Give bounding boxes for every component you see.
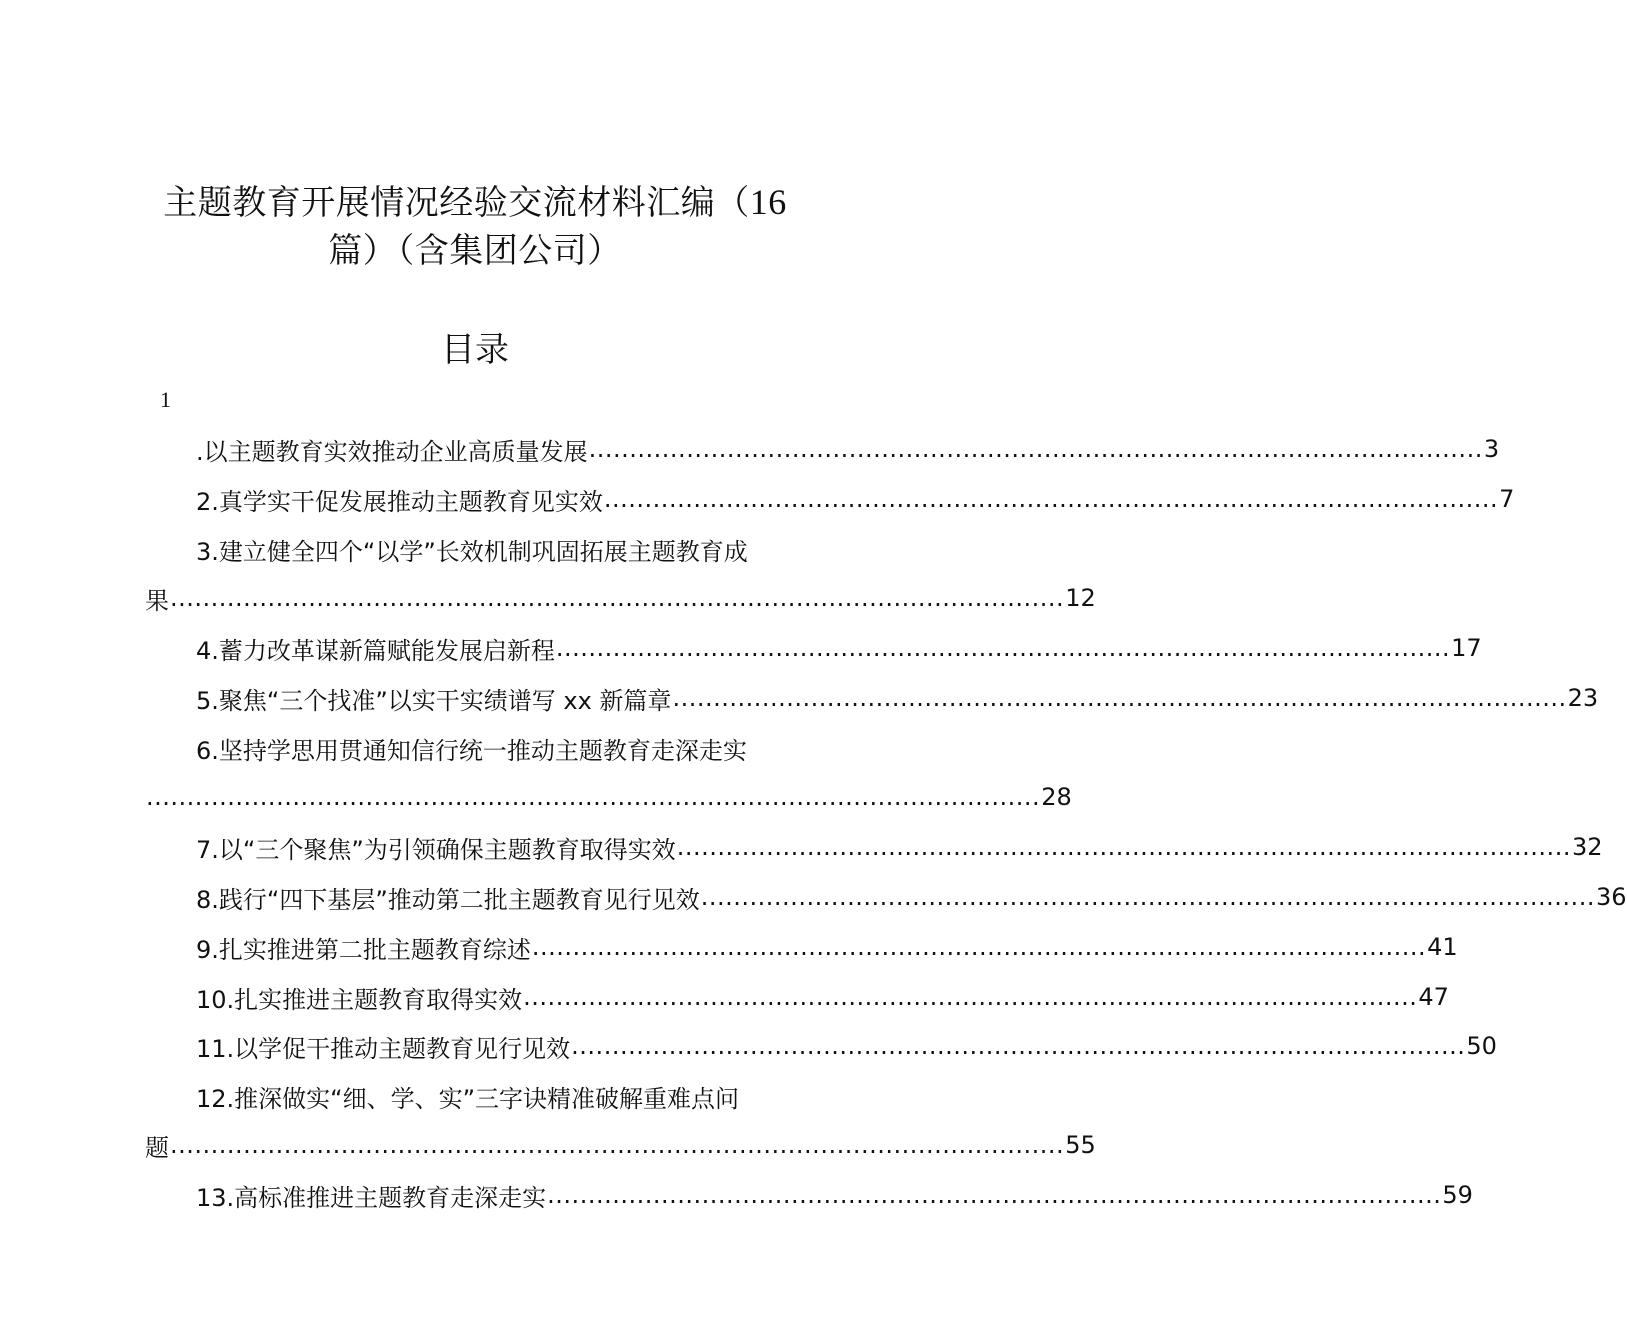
toc-entry-8[interactable] — [196, 879, 1627, 915]
toc-entry-page: 47 — [1418, 983, 1449, 1011]
toc-entry-3-continued[interactable] — [145, 580, 1096, 616]
dot-leader: .............................................................................................................. — [700, 883, 1595, 911]
toc-entry-12[interactable] — [196, 1078, 805, 1114]
toc-entry-label-continued: 果 — [145, 586, 169, 615]
toc-entry-11[interactable] — [196, 1028, 1497, 1064]
toc-entry-label: 5.聚焦“三个找准”以实干实绩谱写 xx 新篇章 — [196, 686, 672, 715]
toc-entry-label: 12.推深做实“细、学、实”三字诀精准破解重难点问 — [196, 1084, 740, 1113]
dot-leader: .............................................................................................................. — [672, 684, 1567, 712]
toc-entry-10[interactable] — [196, 979, 1449, 1015]
toc-entry-label: 7.以“三个聚焦”为引领确保主题教育取得实效 — [196, 835, 676, 864]
toc-entry-page: 50 — [1466, 1032, 1497, 1060]
toc-entry-page: 28 — [1041, 783, 1072, 811]
toc-entry-page: 12 — [1065, 584, 1096, 612]
toc-entry-4[interactable] — [196, 630, 1482, 666]
toc-entry-12-continued[interactable] — [145, 1127, 1096, 1163]
toc-entry-1[interactable] — [196, 431, 1500, 467]
toc-entry-label: 10.扎实推进主题教育取得实效 — [196, 985, 523, 1014]
toc-entry-page: 59 — [1442, 1181, 1473, 1209]
toc-entry-9[interactable] — [196, 929, 1458, 965]
title-count: 16 — [749, 182, 787, 222]
toc-entry-label: 9.扎实推进第二批主题教育综述 — [196, 935, 531, 964]
dot-leader: .............................................................................................................. — [146, 783, 1041, 811]
dot-leader: .............................................................................................................. — [588, 435, 1483, 463]
toc-entry-6-continued[interactable] — [145, 779, 1072, 815]
dot-leader: .............................................................................................................. — [555, 634, 1451, 662]
page-marker: 1 — [160, 387, 171, 412]
toc-entry-page: 32 — [1571, 833, 1603, 861]
toc-entry-5[interactable] — [196, 680, 1599, 716]
document-title-line-2: 篇）（含集团公司） — [328, 231, 622, 271]
dot-leader: .............................................................................................................. — [603, 485, 1499, 513]
toc-entry-6[interactable] — [196, 730, 805, 766]
dot-leader: .............................................................................................................. — [523, 983, 1418, 1011]
toc-heading: 目录 — [441, 330, 509, 370]
dot-leader: .............................................................................................................. — [170, 1131, 1065, 1159]
toc-entry-2[interactable] — [196, 481, 1515, 517]
toc-entry-label-continued: 题 — [145, 1133, 169, 1162]
toc-entry-label: 11.以学促干推动主题教育见行见效 — [196, 1034, 571, 1063]
title-text: 主题教育开展情况经验交流材料汇编（ — [163, 183, 750, 223]
toc-entry-label: 2.真学实干促发展推动主题教育见实效 — [196, 487, 603, 516]
toc-entry-label: 8.践行“四下基层”推动第二批主题教育见行见效 — [196, 885, 700, 914]
toc-entry-3[interactable] — [196, 531, 805, 567]
toc-entry-page: 3 — [1483, 435, 1500, 463]
dot-leader: .............................................................................................................. — [571, 1032, 1466, 1060]
toc-entry-page: 55 — [1065, 1131, 1096, 1159]
toc-entry-page: 7 — [1499, 485, 1515, 513]
toc-entry-page: 17 — [1451, 634, 1482, 662]
dot-leader: .............................................................................................................. — [676, 833, 1571, 861]
toc-entry-13[interactable] — [196, 1177, 1473, 1213]
toc-entry-label: 3.建立健全四个“以学”长效机制巩固拓展主题教育成 — [196, 537, 748, 566]
dot-leader: .............................................................................................................. — [547, 1181, 1442, 1209]
toc-entry-page: 41 — [1427, 933, 1458, 961]
toc-entry-label: 4.蓄力改革谋新篇赋能发展启新程 — [196, 636, 555, 665]
toc-entry-7[interactable] — [196, 829, 1603, 865]
dot-leader: .............................................................................................................. — [531, 933, 1427, 961]
dot-leader: .............................................................................................................. — [170, 584, 1065, 612]
toc-entry-label: .以主题教育实效推动企业高质量发展 — [196, 437, 588, 466]
toc-entry-label: 13.高标准推进主题教育走深走实 — [196, 1183, 547, 1212]
document-title-line-1 — [0, 177, 950, 228]
toc-entry-page: 36 — [1595, 883, 1627, 911]
toc-entry-page: 23 — [1567, 684, 1599, 712]
toc-entry-label: 6.坚持学思用贯通知信行统一推动主题教育走深走实 — [196, 736, 747, 765]
